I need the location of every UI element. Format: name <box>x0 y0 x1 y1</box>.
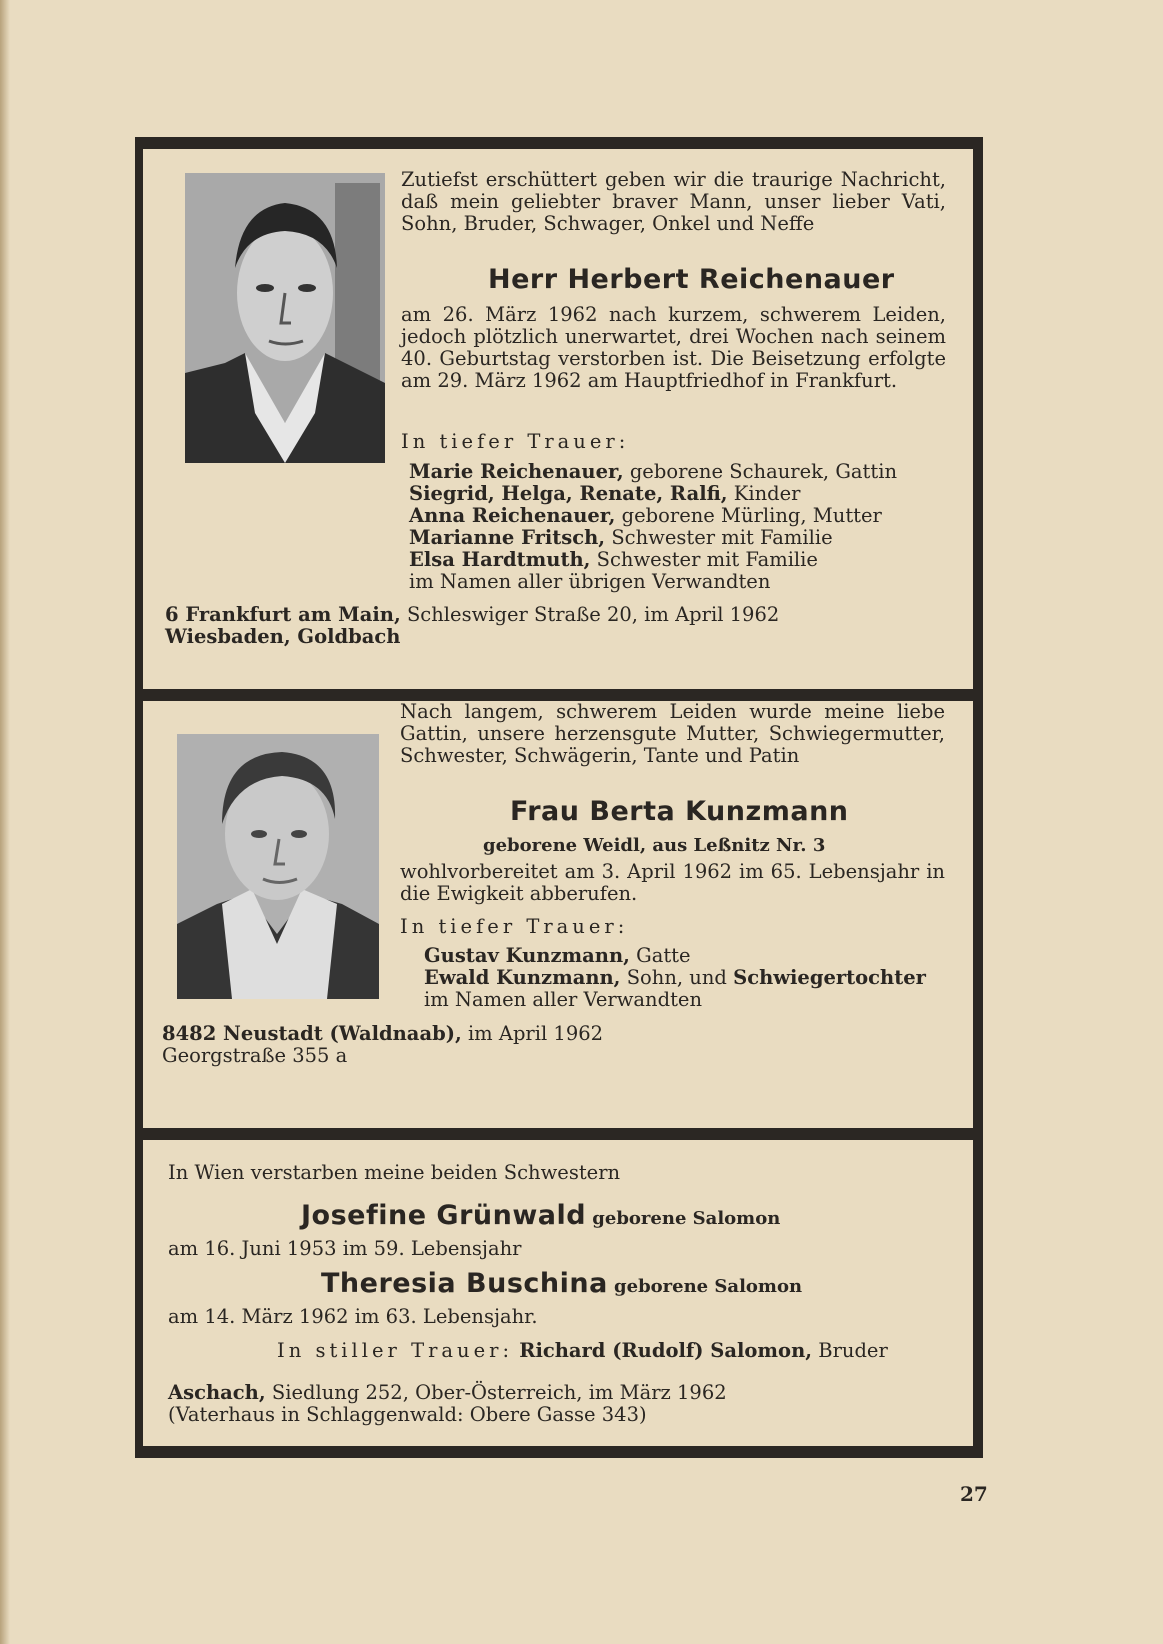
mourner-line <box>409 549 897 571</box>
deceased-line-2 <box>321 1268 802 1303</box>
mourner-name: Siegrid, Helga, Renate, Ralfi, <box>409 482 728 505</box>
portrait-photo-man <box>185 173 385 463</box>
deceased-birth-name: geborene Weidl, aus Leßnitz Nr. 3 <box>483 835 826 856</box>
deceased-name: Josefine Grünwald <box>301 1200 587 1231</box>
notice-details: wohlvorbereitet am 3. April 1962 im 65. Lebensjahr in die Ewigkeit abberufen. <box>400 860 945 905</box>
notice-intro: Zutiefst erschüttert geben wir die traurige Nachricht, daß mein geliebter braver Mann, unser lieber Vati, Sohn, Bruder, Schwager, Onkel und Neffe <box>401 168 946 235</box>
address-line <box>162 1023 603 1045</box>
page-number: 27 <box>960 1482 988 1506</box>
mourner-name: Marianne Fritsch, <box>409 526 606 549</box>
portrait-photo-woman <box>177 734 379 999</box>
mourner-line <box>424 989 926 1011</box>
mourner-line <box>409 461 897 483</box>
mourner-extra: Schwiegertochter <box>733 966 926 989</box>
mourner-name: Gustav Kunzmann, <box>424 944 630 967</box>
mourner-relation: Kinder <box>733 482 801 505</box>
deceased-date: am 16. Juni 1953 im 59. Lebensjahr <box>168 1237 522 1260</box>
mourner-relation: Bruder <box>818 1339 888 1362</box>
deceased-birth-name: geborene Salomon <box>592 1208 781 1229</box>
obituary-kunzmann <box>135 689 983 1129</box>
mourner-relation: Schwester mit Familie <box>596 548 818 571</box>
address-city: 6 Frankfurt am Main, <box>165 603 401 626</box>
mourners-list <box>409 461 897 593</box>
obituary-salomon-sisters <box>135 1128 983 1458</box>
address-line-2: Wiesbaden, Goldbach <box>165 625 401 648</box>
mourner-name: Marie Reichenauer, <box>409 460 624 483</box>
address-rest: Siedlung 252, Ober-Österreich, im März 1962 <box>271 1381 727 1404</box>
mourner-line <box>424 967 926 989</box>
mourning-line: In stiller Trauer: Richard (Rudolf) Salomon, Bruder <box>277 1339 888 1362</box>
mourner-relation: geborene Mürling, Mutter <box>621 504 882 527</box>
mourner-relation: im Namen aller übrigen Verwandten <box>409 570 771 593</box>
mourner-line <box>409 527 897 549</box>
address-line-2: (Vaterhaus in Schlaggenwald: Obere Gasse 343) <box>168 1403 647 1426</box>
deceased-name: Theresia Buschina <box>321 1268 608 1299</box>
obituary-reichenauer <box>135 137 983 690</box>
mourner-name: Anna Reichenauer, <box>409 504 616 527</box>
mourning-line: In tiefer Trauer: <box>400 915 629 938</box>
address-line-2: Georgstraße 355 a <box>162 1044 348 1067</box>
address-rest: im April 1962 <box>467 1022 604 1045</box>
mourner-relation: Schwester mit Familie <box>611 526 833 549</box>
deceased-name: Herr Herbert Reichenauer <box>488 264 895 295</box>
mourner-line <box>409 505 897 527</box>
mourning-line: In tiefer Trauer: <box>401 430 630 453</box>
notice-details: am 26. März 1962 nach kurzem, schwerem Leiden, jedoch plötzlich unerwartet, drei Wochen nach seinem 40. Geburtstag verstorben ist. Die Beisetzung erfolgte am 29. März 1962 am Hauptfriedhof in Frankfurt. <box>401 303 946 392</box>
address-rest: Schleswiger Straße 20, im April 1962 <box>406 603 780 626</box>
deceased-birth-name: geborene Salomon <box>614 1276 803 1297</box>
mourner-name: Ewald Kunzmann, <box>424 966 621 989</box>
mourner-relation: Gatte <box>636 944 691 967</box>
notice-intro: Nach langem, schwerem Leiden wurde meine liebe Gattin, unsere herzensgute Mutter, Schwiegermutter, Schwester, Schwägerin, Tante und Patin <box>400 700 945 767</box>
mourner-line <box>424 945 926 967</box>
mourner-line <box>409 483 897 505</box>
mourners-list <box>424 945 926 1011</box>
notice-intro: In Wien verstarben meine beiden Schwestern <box>168 1161 621 1184</box>
mourner-name: Elsa Hardtmuth, <box>409 548 591 571</box>
address-city: Aschach, <box>168 1381 266 1404</box>
deceased-date: am 14. März 1962 im 63. Lebensjahr. <box>168 1305 538 1328</box>
deceased-name: Frau Berta Kunzmann <box>510 796 849 827</box>
mourner-line <box>409 571 897 593</box>
address-line <box>168 1382 727 1404</box>
mourner-relation: im Namen aller Verwandten <box>424 988 703 1011</box>
mourner-relation: Sohn, und <box>626 966 727 989</box>
address-city: 8482 Neustadt (Waldnaab), <box>162 1022 462 1045</box>
mourner-relation: geborene Schaurek, Gattin <box>629 460 898 483</box>
page-edge <box>0 0 10 1644</box>
mourner-name: Richard (Rudolf) Salomon, <box>519 1339 813 1362</box>
address-line <box>165 604 779 626</box>
deceased-line-1 <box>301 1200 780 1235</box>
